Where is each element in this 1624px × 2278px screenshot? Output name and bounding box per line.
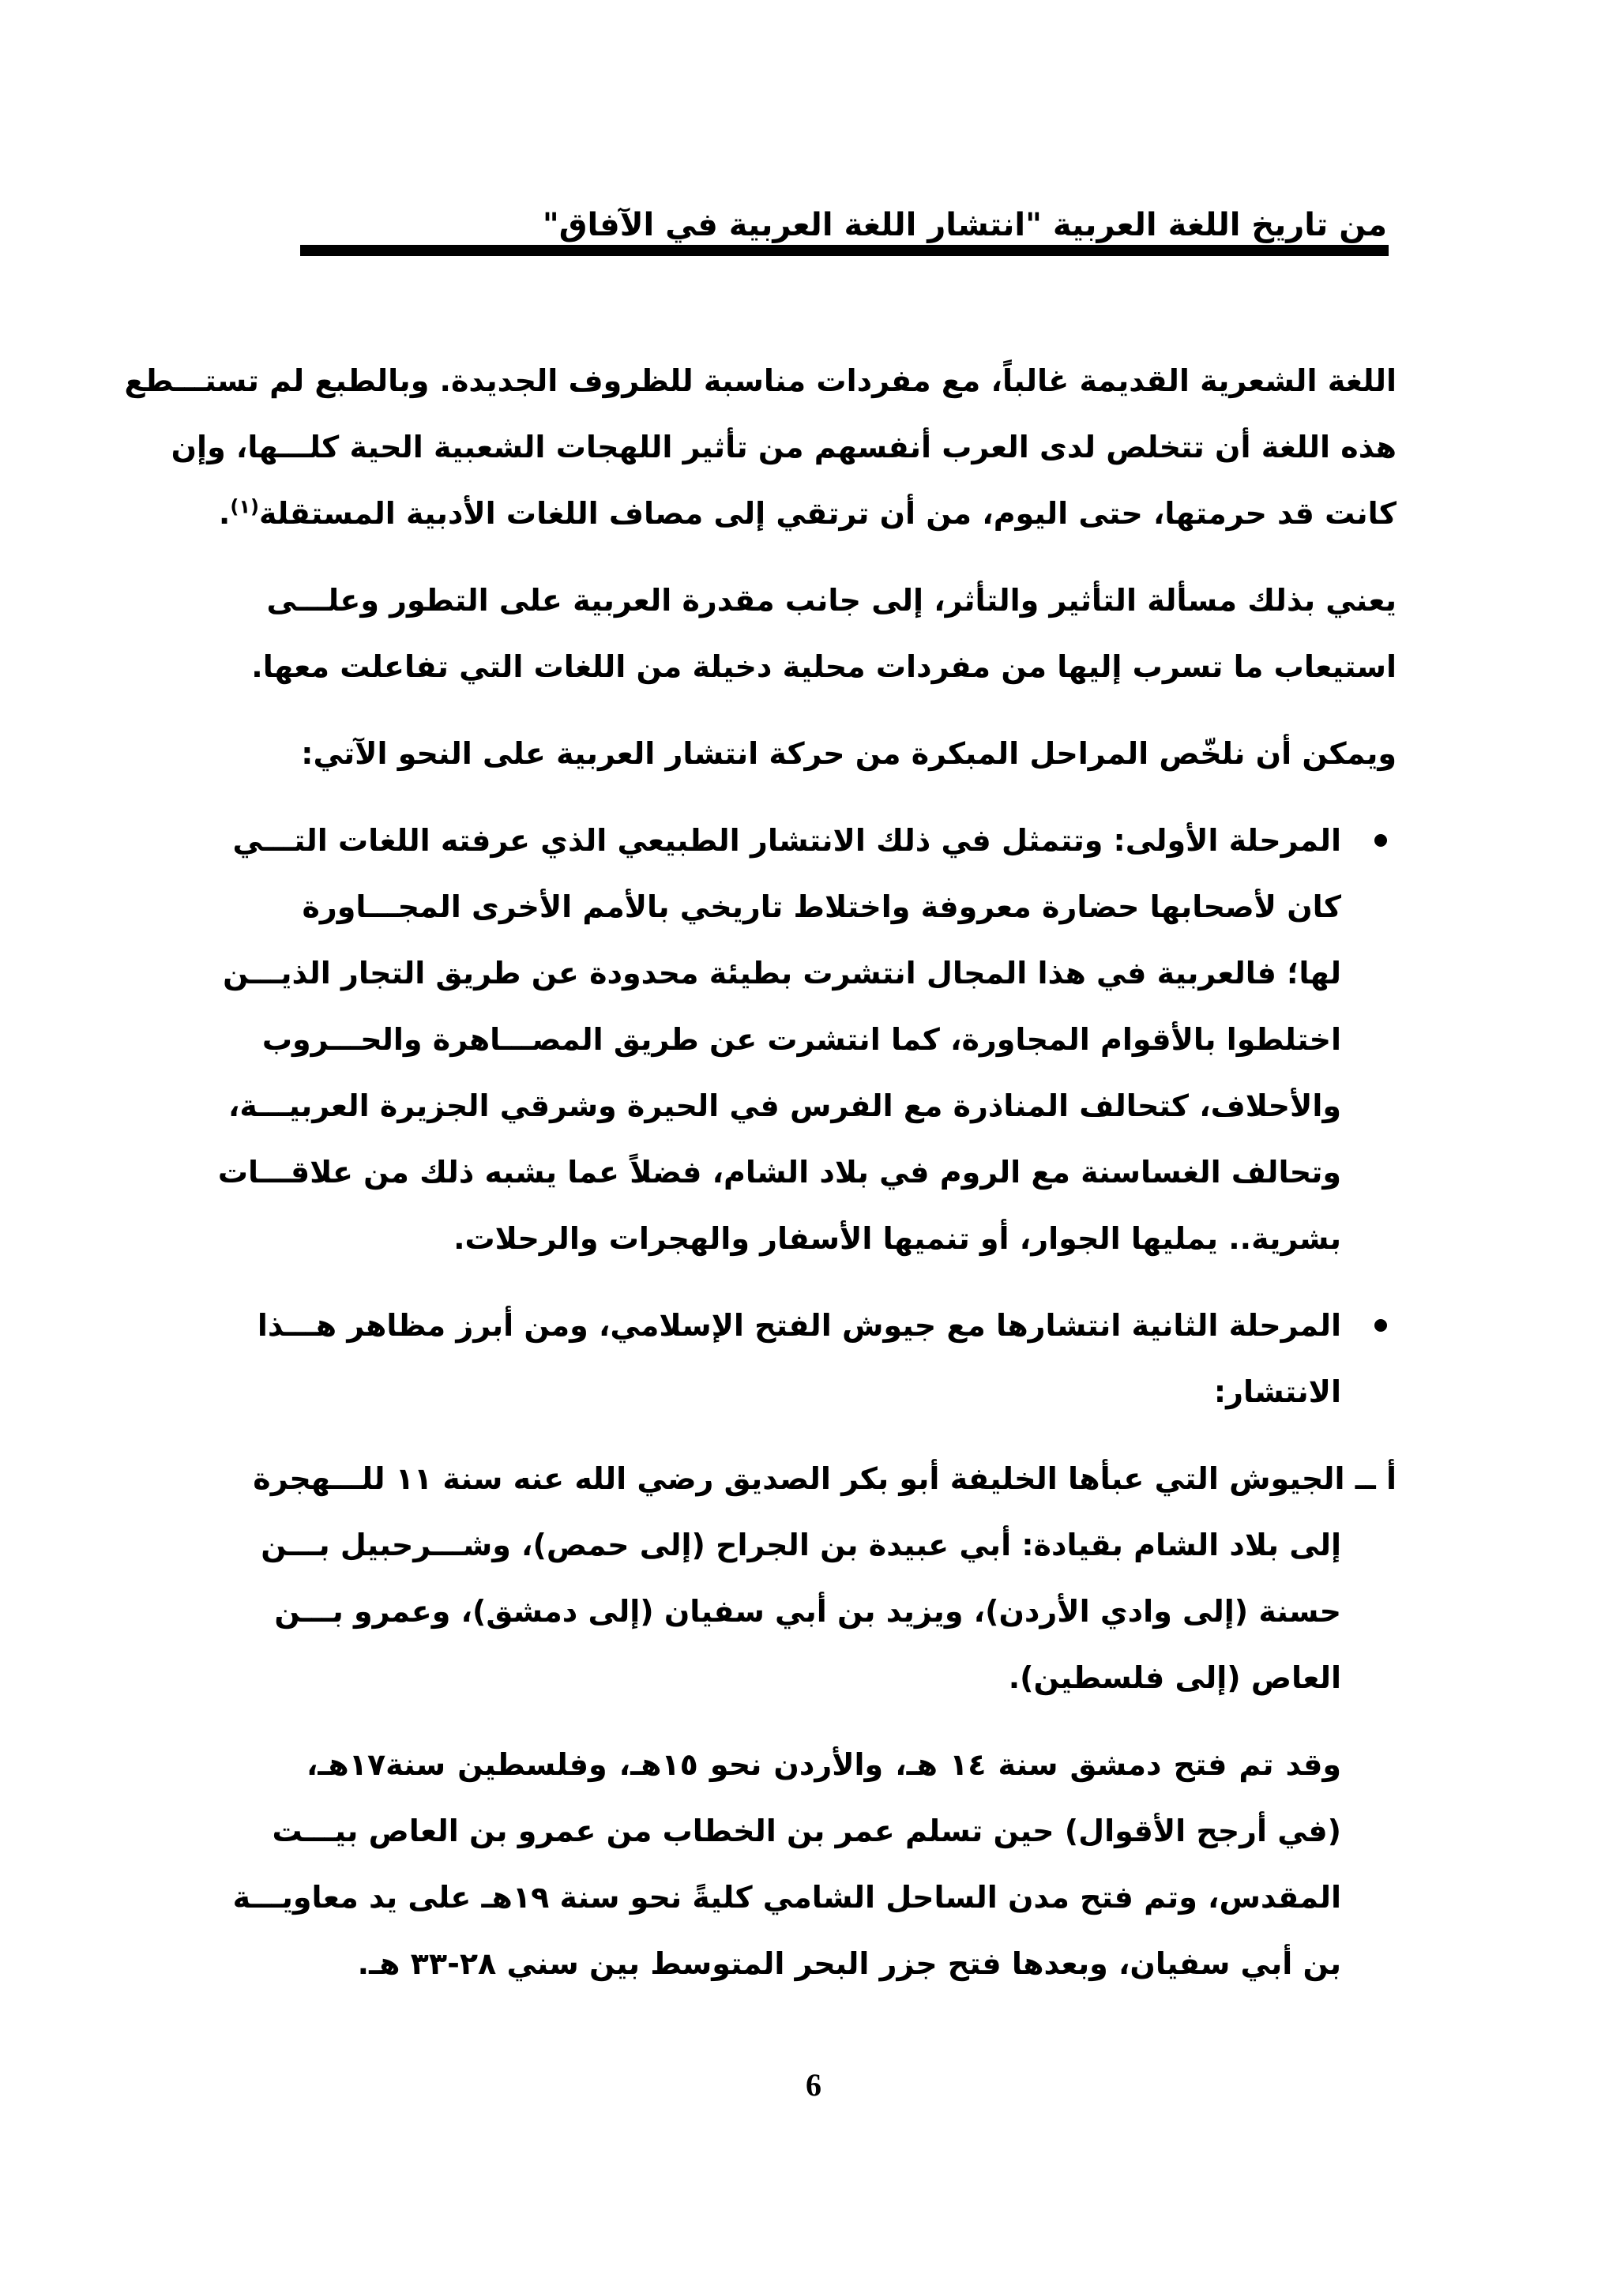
text-line: بشرية.. يمليها الجوار، أو تنميها الأسفار والهجرات والرحلات. bbox=[453, 1221, 1341, 1256]
text-line: المرحلة الثانية انتشارها مع جيوش الفتح الإسلامي، ومن أبرز مظاهر هـــذا bbox=[257, 1308, 1341, 1343]
text-line: وتحالف الغساسنة مع الروم في بلاد الشام، فضلاً عما يشبه ذلك من علاقـــات bbox=[217, 1155, 1341, 1190]
paragraph-conquests bbox=[232, 1731, 1397, 1997]
text-line bbox=[218, 480, 1397, 547]
text-line: المقدس، وتم فتح مدن الساحل الشامي كليةً نحو سنة ١٩هـ على يد معاويـــة bbox=[232, 1880, 1341, 1915]
bullet-item-first-stage bbox=[217, 807, 1397, 1272]
list-item-a bbox=[253, 1445, 1397, 1711]
text-line: (في أرجح الأقوال) حين تسلم عمر بن الخطاب من عمرو بن العاص بيـــت bbox=[272, 1814, 1341, 1848]
text-line: استيعاب ما تسرب إليها من مفردات محلية دخيلة من اللغات التي تفاعلت معها. bbox=[251, 649, 1397, 684]
body-text bbox=[124, 348, 1397, 2017]
running-header: من تاريخ اللغة العربية "انتشار اللغة العربية في الآفاق" bbox=[542, 207, 1387, 243]
page-number: 6 bbox=[806, 2067, 821, 2103]
text-line: المرحلة الأولى: وتتمثل في ذلك الانتشار الطبيعي الذي عرفته اللغات التـــي bbox=[232, 823, 1341, 858]
text-line: ويمكن أن نلخّص المراحل المبكرة من حركة انتشار العربية على النحو الآتي: bbox=[301, 736, 1397, 771]
text-line: إلى بلاد الشام بقيادة: أبي عبيدة بن الجراح (إلى حمص)، وشـــرحبيل بـــن bbox=[261, 1528, 1341, 1562]
list-item-a-continuation bbox=[261, 1512, 1397, 1711]
text-line: اختلطوا بالأقوام المجاورة، كما انتشرت عن طريق المصـــاهرة والحـــروب bbox=[261, 1022, 1341, 1057]
text-line: والأحلاف، كتحالف المناذرة مع الفرس في الحيرة وشرقي الجزيرة العربيـــة، bbox=[228, 1088, 1341, 1123]
bullet-icon bbox=[1374, 834, 1387, 847]
text-line: وقد تم فتح دمشق سنة ١٤ هـ، والأردن نحو ١٥هـ، وفلسطين سنة١٧هـ، bbox=[306, 1747, 1342, 1782]
paragraph-2 bbox=[251, 567, 1397, 700]
text-line: الانتشار: bbox=[1213, 1374, 1341, 1409]
text-line: بن أبي سفيان، وبعدها فتح جزر البحر المتوسط بين سني ٢٨-٣٣ هـ. bbox=[357, 1946, 1341, 1981]
text-line: لها؛ فالعربية في هذا المجال انتشرت بطيئة محدودة عن طريق التجار الذيـــن bbox=[223, 956, 1341, 991]
text-line: كان لأصحابها حضارة معروفة واختلاط تاريخي بالأمم الأخرى المجـــاورة bbox=[302, 889, 1341, 924]
paragraph-3 bbox=[301, 720, 1397, 787]
text-line: حسنة (إلى وادي الأردن)، ويزيد بن أبي سفيان (إلى دمشق)، وعمرو بـــن bbox=[274, 1594, 1341, 1629]
bullet-item-second-stage bbox=[257, 1292, 1397, 1425]
text-line-content: كانت قد حرمتها، حتى اليوم، من أن ترتقي إلى مصاف اللغات الأدبية المستقلة bbox=[258, 496, 1397, 531]
footnote-marker[interactable]: (١) bbox=[230, 495, 259, 518]
bullet-icon bbox=[1374, 1319, 1387, 1332]
text-line: يعني بذلك مسألة التأثير والتأثر، إلى جانب مقدرة العربية على التطور وعلـــى bbox=[266, 583, 1397, 618]
text-line: اللغة الشعرية القديمة غالباً، مع مفردات مناسبة للظروف الجديدة. وبالطبع لم تستـــطع bbox=[124, 363, 1397, 398]
text-line: هذه اللغة أن تتخلص لدى العرب أنفسهم من تأثير اللهجات الشعبية الحية كلـــها، وإن bbox=[171, 430, 1397, 464]
header-rule bbox=[300, 245, 1389, 256]
text-line: العاص (إلى فلسطين). bbox=[1008, 1660, 1341, 1695]
paragraph-1 bbox=[124, 348, 1397, 547]
text-line: أ ــ الجيوش التي عبأها الخليفة أبو بكر الصديق رضي الله عنه سنة ١١ للـــهجرة bbox=[253, 1461, 1397, 1496]
end-punctuation: . bbox=[218, 496, 231, 531]
